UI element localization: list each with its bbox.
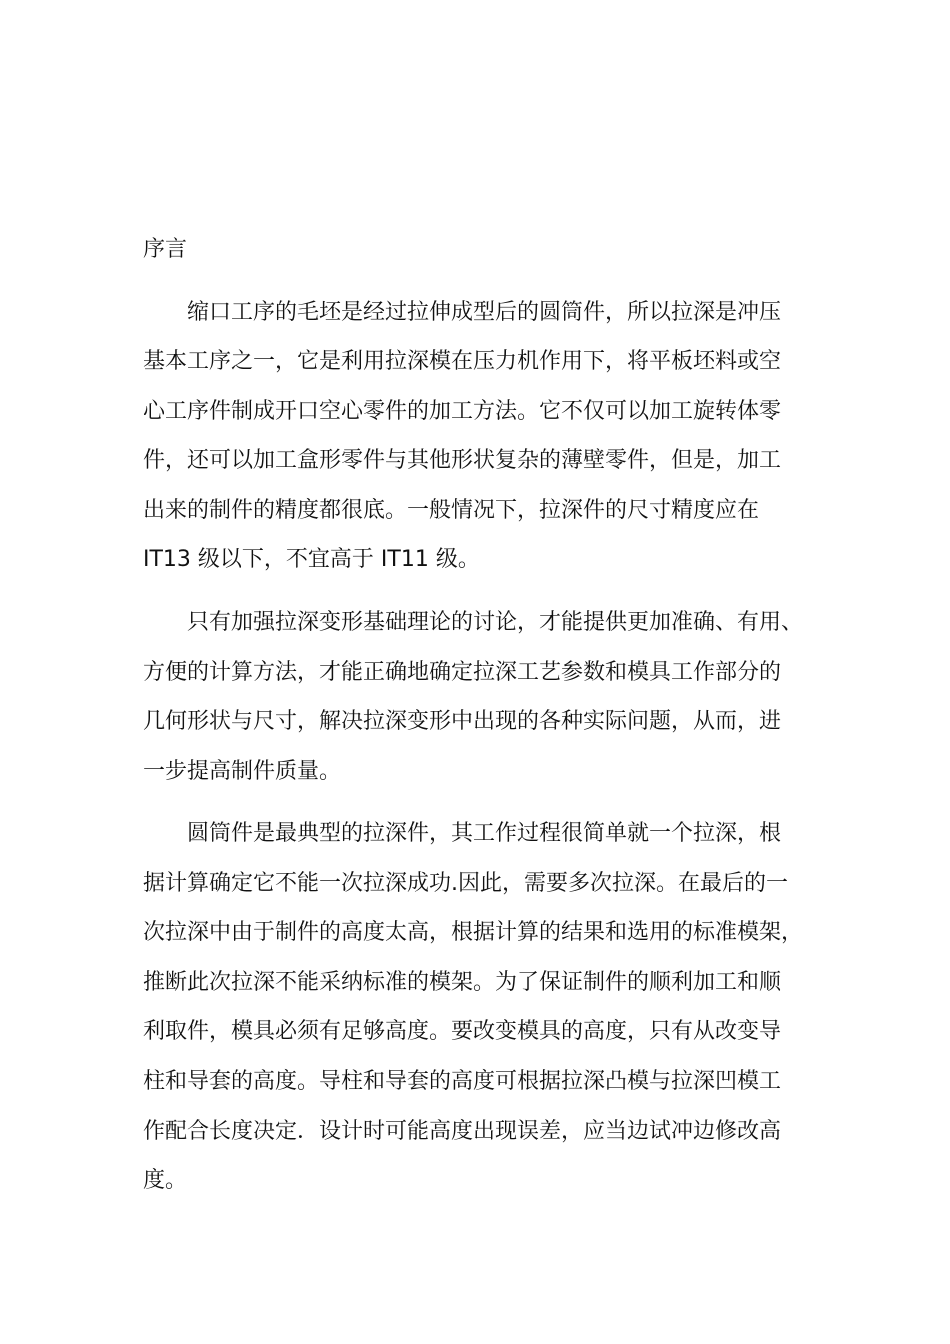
paragraph-3-line-1: 圆筒件是最典型的拉深件，其工作过程很简单就一个拉深，根 [187,821,782,846]
paragraph-2-line-3: 几何形状与尺寸，解决拉深变形中出现的各种实际问题，从而，进 [143,709,782,734]
paragraph-1-line-5: 出来的制件的精度都很底。一般情况下，拉深件的尺寸精度应在 [143,498,760,523]
paragraph-3-line-4: 推断此次拉深不能采纳标准的模架。为了保证制件的顺利加工和顺 [143,970,782,995]
paragraph-1-line-3: 心工序件制成开口空心零件的加工方法。它不仅可以加工旋转体零 [143,399,782,424]
paragraph-3-line-5: 利取件，模具必须有足够高度。要改变模具的高度，只有从改变导 [143,1019,782,1044]
paragraph-2-line-4: 一步提高制件质量。 [143,759,342,784]
paragraph-3-line-6: 柱和导套的高度。导柱和导套的高度可根据拉深凸模与拉深凹模工 [143,1069,782,1094]
paragraph-1-line-4: 件，还可以加工盒形零件与其他形状复杂的薄壁零件，但是，加工 [143,448,782,473]
paragraph-2-line-2: 方便的计算方法，才能正确地确定拉深工艺参数和模具工作部分的 [143,660,782,685]
paragraph-3-line-3: 次拉深中由于制件的高度太高，根据计算的结果和选用的标准模架， [143,920,804,945]
paragraph-3-line-2: 据计算确定它不能一次拉深成功.因此，需要多次拉深。在最后的一 [143,871,788,896]
paragraph-1-line-2: 基本工序之一，它是利用拉深模在压力机作用下，将平板坯料或空 [143,349,782,374]
paragraph-2-line-1: 只有加强拉深变形基础理论的讨论，才能提供更加准确、有用、 [187,610,804,635]
document-title: 序言 [143,237,188,262]
paragraph-3-line-8: 度。 [143,1168,188,1193]
paragraph-1-line-6: IT13 级以下，不宜高于 IT11 级。 [143,547,480,572]
paragraph-3-line-7: 作配合长度决定．设计时可能高度出现误差，应当边试冲边修改高 [143,1119,782,1144]
paragraph-1-line-1: 缩口工序的毛坯是经过拉伸成型后的圆筒件，所以拉深是冲压 [187,300,782,325]
